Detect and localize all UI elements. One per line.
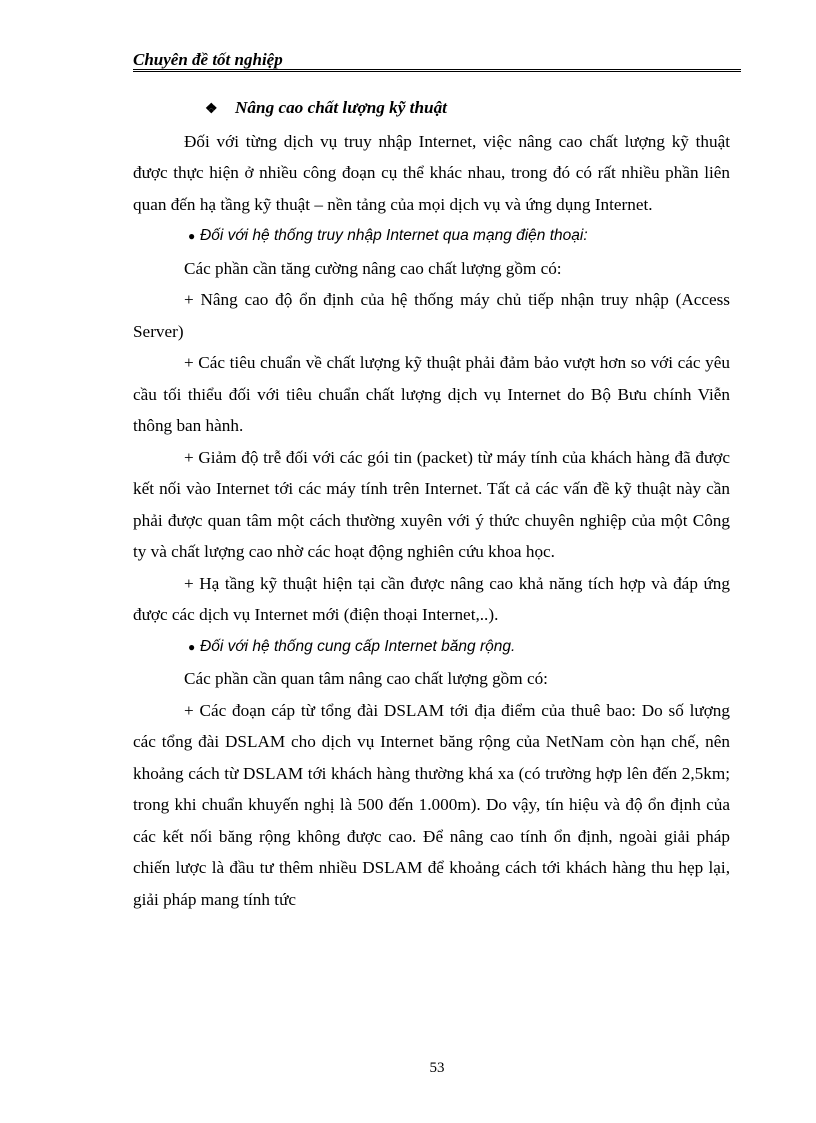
header-title: Chuyên đề tốt nghiệp [133, 50, 283, 69]
diamond-bullet-icon: ❖ [205, 102, 218, 117]
paragraph: + Các tiêu chuẩn về chất lượng kỹ thuật phải đảm bảo vượt hơn so với các yêu cầu tối thiểu đối với tiêu chuẩn chất lượng dịch vụ Internet do Bộ Bưu chính Viễn thông ban hành. [133, 353, 730, 435]
header-rule [133, 69, 741, 72]
bullet-text: Đối với hệ thống cung cấp Internet băng rộng. [200, 637, 516, 655]
paragraph: + Nâng cao độ ổn định của hệ thống máy chủ tiếp nhận truy nhập (Access Server) [133, 290, 730, 341]
paragraph: Đối với từng dịch vụ truy nhập Internet, việc nâng cao chất lượng kỹ thuật được thực hiện ở nhiều công đoạn cụ thể khác nhau, trong đó có rất nhiều phần liên quan đến hạ tầng kỹ thuật – nền tảng của mọi dịch vụ và ứng dụng Internet. [133, 131, 730, 214]
bullet-text: Đối với hệ thống truy nhập Internet qua mạng điện thoại: [200, 227, 588, 244]
section-title: Nâng cao chất lượng kỹ thuật [235, 98, 447, 117]
paragraph: Các phần cần quan tâm nâng cao chất lượng gồm có: [184, 669, 548, 688]
bullet-heading [133, 220, 730, 253]
paragraph: Các phần cần tăng cường nâng cao chất lượng gồm có: [184, 258, 562, 278]
paragraph: + Hạ tầng kỹ thuật hiện tại cần được nâng cao khả năng tích hợp và đáp ứng được các dịch vụ Internet mới (điện thoại Internet,..). [133, 573, 730, 624]
document-body [133, 92, 730, 915]
dot-bullet-icon: ● [188, 229, 196, 243]
dot-bullet-icon: ● [188, 639, 196, 654]
paragraph: + Các đoạn cáp từ tổng đài DSLAM tới địa điểm của thuê bao: Do số lượng các tổng đài DSLAM cho dịch vụ Internet băng rộng của NetNam còn hạn chế, nên khoảng cách từ DSLAM tới khách hàng thường khá xa (có trường hợp lên đến 2,5km; trong khi chuẩn khuyến nghị là 500 đến 1.000m). Do vậy, tín hiệu và độ ổn định của các kết nối băng rộng không được cao. Để nâng cao tính ổn định, ngoài giải pháp chiến lược là đầu tư thêm nhiều DSLAM để khoảng cách tới khách hàng thu hẹp lại, giải pháp mang tính tức [133, 700, 730, 909]
page-header [133, 48, 741, 72]
paragraph: + Giảm độ trễ đối với các gói tin (packet) từ máy tính của khách hàng đã được kết nối vào Internet tới các máy tính trên Internet. Tất cả các vấn đề kỹ thuật này cần phải được quan tâm một cách thường xuyên với ý thức chuyên nghiệp của một Công ty và chất lượng cao nhờ các hoạt động nghiên cứu khoa học. [133, 447, 730, 561]
page-number: 53 [429, 1060, 445, 1076]
bullet-heading [133, 631, 730, 664]
section-heading [133, 92, 730, 126]
